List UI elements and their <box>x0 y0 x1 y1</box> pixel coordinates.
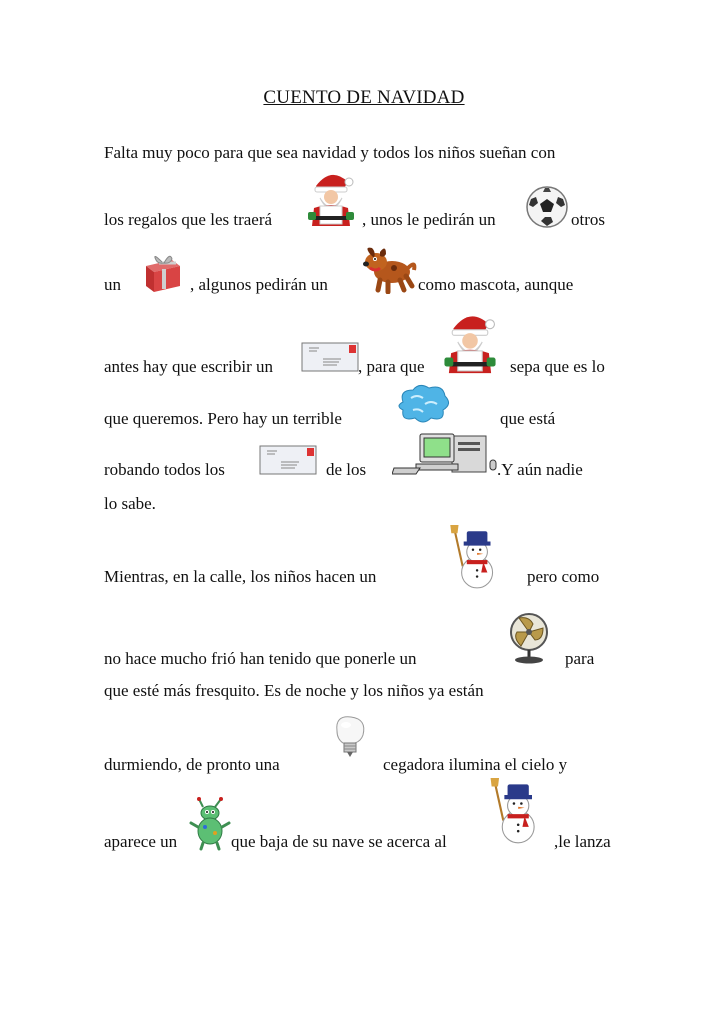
story-line <box>104 494 624 520</box>
ice-icon <box>395 382 453 426</box>
text-segment: que esté más fresquito. Es de noche y los niños ya están <box>104 681 484 700</box>
soccer-ball-icon <box>525 185 569 229</box>
fan-icon <box>505 612 553 664</box>
text-segment: Mientras, en la calle, los niños hacen un <box>104 567 377 586</box>
snowman-icon <box>486 778 544 846</box>
text-segment: para <box>565 649 595 668</box>
story-line <box>104 567 624 593</box>
text-segment: Falta muy poco para que sea navidad y todos los niños sueñan con <box>104 143 556 162</box>
text-segment: robando todos los <box>104 460 225 479</box>
story-line <box>104 409 624 435</box>
text-segment: que baja de su nave se acerca al <box>231 832 447 851</box>
text-segment: cegadora ilumina el cielo y <box>383 755 568 774</box>
text-segment: de los <box>326 460 367 479</box>
text-segment: no hace mucho frió han tenido que ponerle un <box>104 649 417 668</box>
text-segment: lo sabe. <box>104 494 156 513</box>
santa-icon <box>440 306 500 378</box>
text-segment: los regalos que les traerá <box>104 210 273 229</box>
envelope-icon <box>301 341 361 373</box>
story-line <box>104 357 624 383</box>
story-line <box>104 460 624 486</box>
text-segment: como mascota, aunque <box>418 275 574 294</box>
light-bulb-icon <box>327 713 377 761</box>
gift-icon <box>140 250 186 294</box>
text-segment: un <box>104 275 121 294</box>
story-line <box>104 143 624 169</box>
text-segment: antes hay que escribir un <box>104 357 273 376</box>
text-segment: que está <box>500 409 556 428</box>
text-segment: otros <box>571 210 605 229</box>
text-segment: , unos le pedirán un <box>362 210 496 229</box>
text-segment: aparece un <box>104 832 178 851</box>
text-segment: .Y aún nadie <box>497 460 583 479</box>
alien-icon <box>189 797 233 851</box>
santa-icon <box>304 168 358 228</box>
story-title: CUENTO DE NAVIDAD <box>263 87 465 108</box>
text-segment: pero como <box>527 567 600 586</box>
story-line <box>104 832 624 858</box>
story-line <box>104 681 624 707</box>
envelope-icon <box>258 444 320 476</box>
snowman-icon <box>443 525 505 591</box>
text-segment: ,le lanza <box>554 832 611 851</box>
text-segment: que queremos. Pero hay un terrible <box>104 409 342 428</box>
text-segment: sepa que es lo <box>510 357 605 376</box>
computer-icon <box>392 432 498 476</box>
dog-icon <box>362 242 418 294</box>
text-segment: , algunos pedirán un <box>190 275 328 294</box>
text-segment: , para que <box>358 357 425 376</box>
text-segment: durmiendo, de pronto una <box>104 755 280 774</box>
